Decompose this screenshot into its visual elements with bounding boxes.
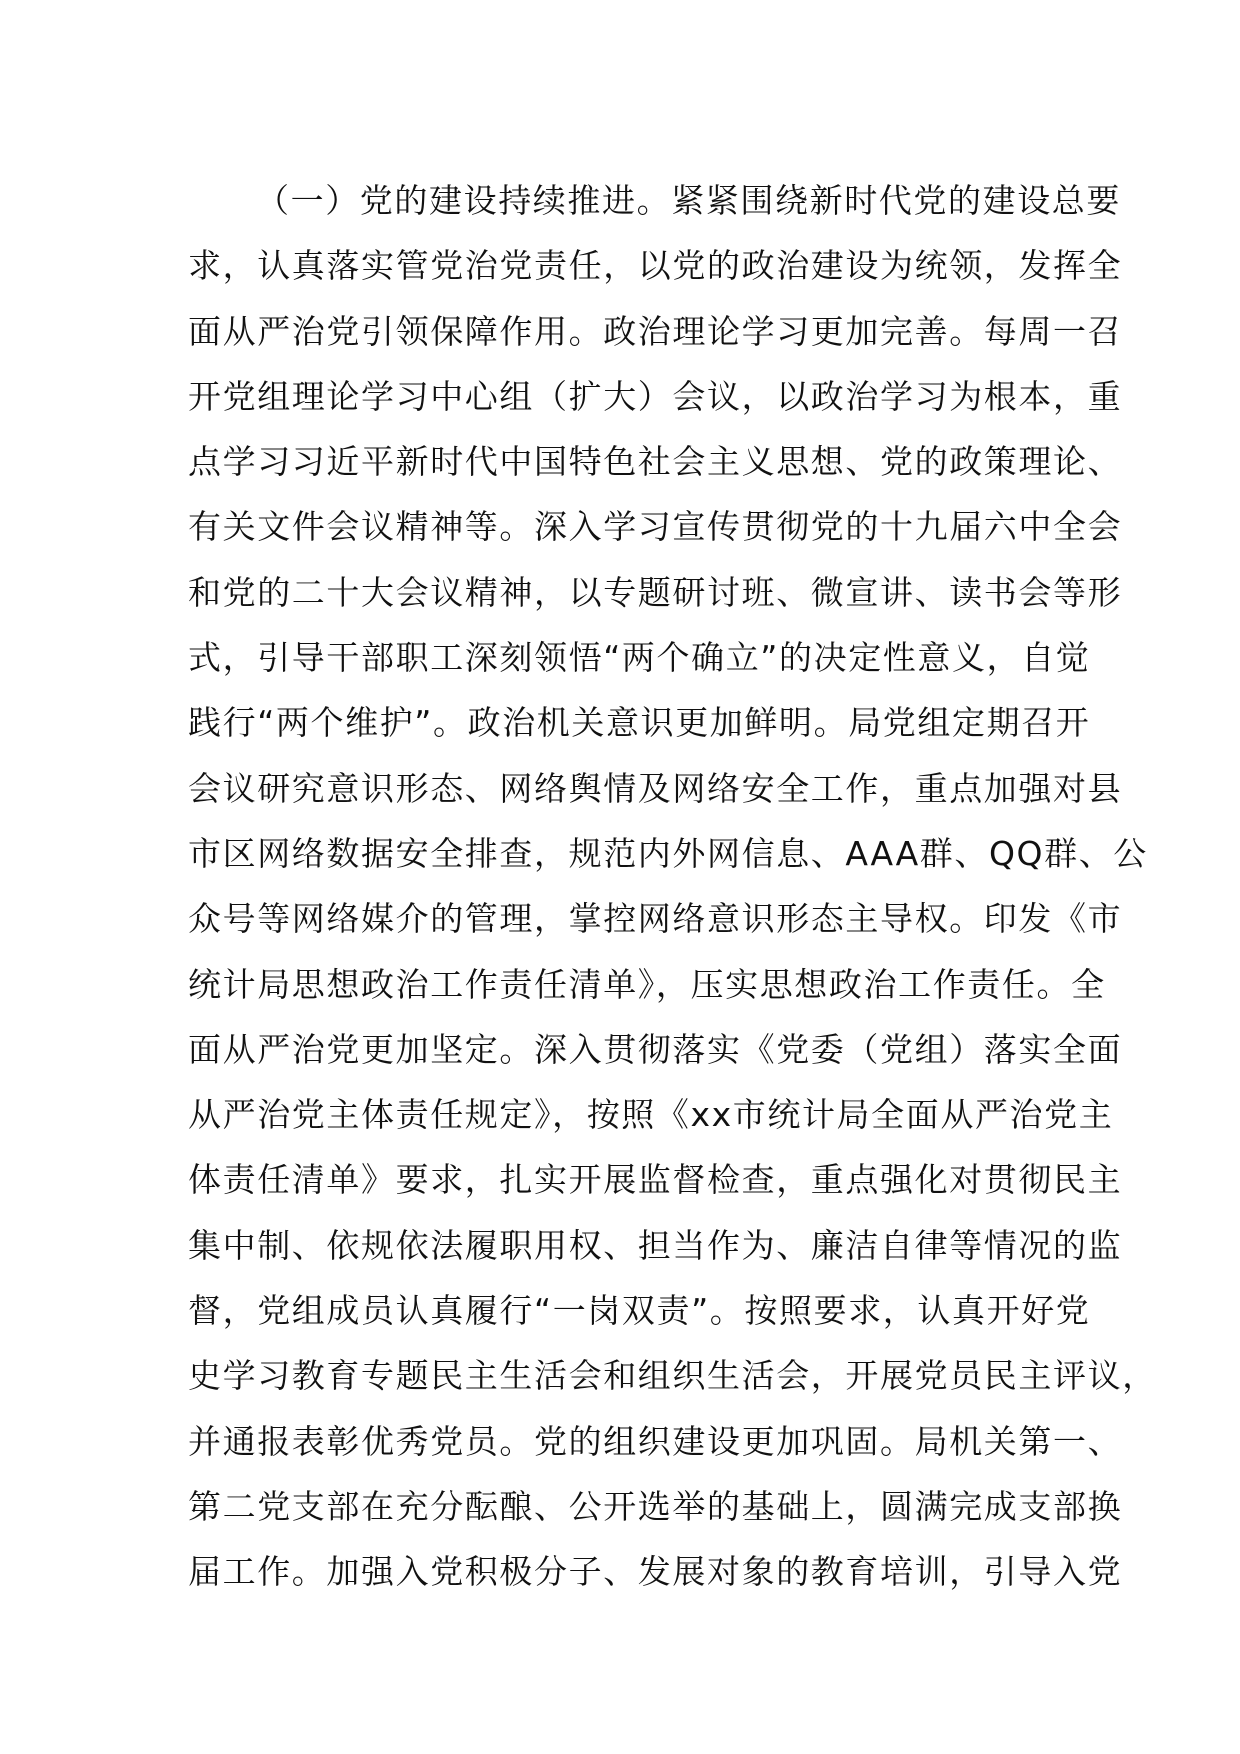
- text-line: 式，引导干部职工深刻领悟“两个确立”的决定性意义，自觉: [188, 638, 1091, 678]
- text-line: 届工作。加强入党积极分子、发展对象的教育培训，引导入党: [188, 1552, 1123, 1592]
- text-line: 史学习教育专题民主生活会和组织生活会，开展党员民主评议，: [188, 1356, 1157, 1396]
- text-line: 会议研究意识形态、网络舆情及网络安全工作，重点加强对县: [188, 768, 1123, 808]
- text-line: 有关文件会议精神等。深入学习宣传贯彻党的十九届六中全会: [188, 507, 1123, 547]
- text-line: 众号等网络媒介的管理，掌控网络意识形态主导权。印发《市: [188, 899, 1123, 939]
- text-line: 开党组理论学习中心组（扩大）会议，以政治学习为根本，重: [188, 376, 1123, 416]
- text-line: 督，党组成员认真履行“一岗双责”。按照要求，认真开好党: [188, 1291, 1091, 1331]
- text-line: 和党的二十大会议精神，以专题研讨班、微宣讲、读书会等形: [188, 572, 1123, 612]
- text-line: 点学习习近平新时代中国特色社会主义思想、党的政策理论、: [188, 442, 1123, 482]
- text-line: 市区网络数据安全排查，规范内外网信息、AAA群、QQ群、公: [188, 833, 1148, 873]
- text-line: 践行“两个维护”。政治机关意识更加鲜明。局党组定期召开: [188, 703, 1091, 743]
- text-line: （一）党的建设持续推进。紧紧围绕新时代党的建设总要: [256, 181, 1121, 220]
- text-line: 从严治党主体责任规定》，按照《xx市统计局全面从严治党主: [188, 1095, 1114, 1135]
- text-line: 求，认真落实管党治党责任，以党的政治建设为统领，发挥全: [188, 246, 1123, 286]
- text-line: 统计局思想政治工作责任清单》，压实思想政治工作责任。全: [188, 964, 1106, 1004]
- text-line: 第二党支部在充分酝酿、公开选举的基础上，圆满完成支部换: [188, 1486, 1123, 1526]
- text-line: 面从严治党引领保障作用。政治理论学习更加完善。每周一召: [188, 311, 1123, 351]
- text-line: 面从严治党更加坚定。深入贯彻落实《党委（党组）落实全面: [188, 1029, 1123, 1069]
- text-line: 集中制、依规依法履职用权、担当作为、廉洁自律等情况的监: [188, 1225, 1123, 1265]
- text-line: 体责任清单》要求，扎实开展监督检查，重点强化对贯彻民主: [188, 1160, 1123, 1200]
- text-line: 并通报表彰优秀党员。党的组织建设更加巩固。局机关第一、: [188, 1421, 1123, 1461]
- body-paragraph: [188, 168, 1157, 1605]
